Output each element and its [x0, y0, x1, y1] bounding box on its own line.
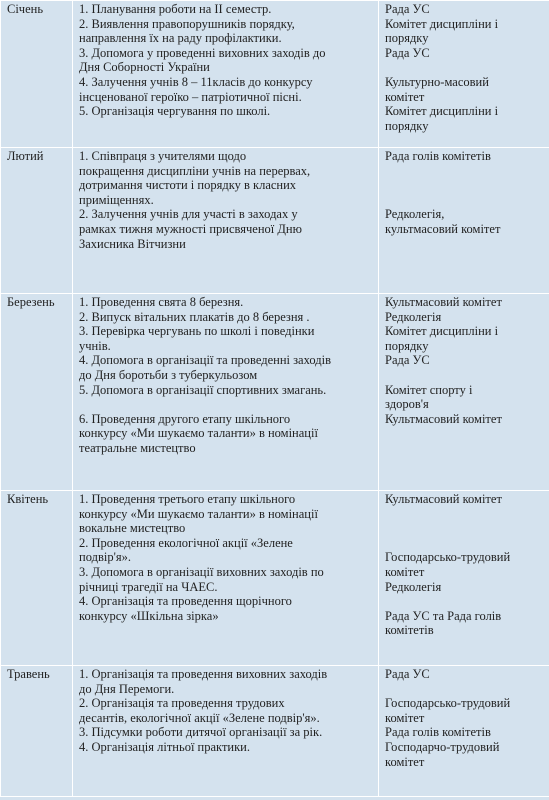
- activities-cell: [73, 148, 379, 294]
- responsible-line: Культурно-масовий: [385, 74, 489, 89]
- responsible-line: [385, 368, 543, 383]
- responsible-cell: [379, 294, 549, 491]
- responsible-line: Комітет дисципліни і: [385, 104, 499, 119]
- responsible-line: Рада УС: [385, 2, 430, 16]
- activity-line: до Дня боротьби з туберкульозом: [79, 367, 258, 382]
- responsible-line: порядку: [385, 31, 429, 46]
- activity-line: річниці трагедії на ЧАЕС.: [79, 579, 218, 594]
- activity-line: конкурсу «Ми шукаємо таланти» в номінації: [79, 426, 318, 441]
- activity-line: інсценованої героїко – патріотичної пісні.: [79, 89, 302, 104]
- responsible-line: Господарчо-трудовий: [385, 739, 500, 754]
- month-row: [1, 294, 549, 491]
- month-cell: Квітень: [1, 491, 73, 666]
- responsible-line: Рада голів комітетів: [385, 725, 491, 740]
- activity-line: 2. Виявлення правопорушників порядку,: [79, 16, 295, 31]
- month-row: [1, 666, 549, 797]
- activity-line: 2. Проведення екологічної акції «Зелене: [79, 535, 293, 550]
- activity-line: вокальне мистецтво: [79, 521, 186, 536]
- responsible-cell: [379, 666, 549, 797]
- activity-line: дотримання чистоти і порядку в класних: [79, 178, 297, 193]
- responsible-cell: [379, 491, 549, 666]
- responsible-line: порядку: [385, 338, 429, 353]
- month-row: [1, 1, 549, 148]
- responsible-line: Культмасовий комітет: [385, 411, 502, 426]
- activity-line: десантів, екологічної акції «Зелене подвір'я».: [79, 710, 320, 725]
- responsible-line: Культмасовий комітет: [385, 492, 502, 506]
- responsible-line: Редколегія,: [385, 207, 445, 222]
- activity-line: до Дня Перемоги.: [79, 681, 175, 696]
- responsible-line: [385, 521, 543, 536]
- activity-line: Захисника Вітчизни: [79, 236, 186, 251]
- responsible-line: Комітет дисципліни і: [385, 16, 499, 31]
- activities-cell: [73, 491, 379, 666]
- activity-line: приміщеннях.: [79, 192, 154, 207]
- responsible-line: здоров'я: [385, 397, 429, 412]
- activity-line: 5. Допомога в організації спортивних змагань.: [79, 382, 327, 397]
- activity-line: конкурсу «Ми шукаємо таланти» в номінації: [79, 506, 318, 521]
- activities-cell: [73, 294, 379, 491]
- activity-line: театральне мистецтво: [79, 440, 196, 455]
- responsible-line: Рада УС: [385, 667, 430, 681]
- responsible-line: Господарсько-трудовий: [385, 696, 511, 711]
- responsible-line: [385, 178, 543, 193]
- activity-line: 4. Залучення учнів 8 – 11класів до конкурсу: [79, 74, 313, 89]
- activity-line: 1. Проведення третього етапу шкільного: [79, 492, 296, 506]
- activity-line: 2. Випуск вітальних плакатів до 8 березня .: [79, 309, 310, 324]
- activity-line: 1. Проведення свята 8 березня.: [79, 295, 244, 309]
- activities-cell: [73, 1, 379, 148]
- month-row: [1, 148, 549, 294]
- activity-line: 4. Організація та проведення щорічного: [79, 594, 292, 609]
- activity-line: 3. Допомога в організації виховних заходів по: [79, 564, 324, 579]
- responsible-line: комітет: [385, 89, 425, 104]
- responsible-line: [385, 682, 543, 697]
- responsible-line: Комітет спорту і: [385, 382, 473, 397]
- activity-line: 4. Організація літньої практики.: [79, 739, 250, 754]
- responsible-line: Рада УС: [385, 353, 430, 368]
- month-cell: Лютий: [1, 148, 73, 294]
- month-row: [1, 491, 549, 666]
- activity-line: 3. Допомога у проведенні виховних заходів до: [79, 45, 326, 60]
- responsible-line: Культмасовий комітет: [385, 295, 502, 309]
- activity-line: 3. Підсумки роботи дитячої організації за рік.: [79, 725, 323, 740]
- activity-line: 1. Співпраця з учителями щодо: [79, 149, 247, 163]
- activities-cell: [73, 666, 379, 797]
- activity-line: подвір'я».: [79, 550, 131, 565]
- activity-line: 2. Залучення учнів для участі в заходах у: [79, 207, 298, 222]
- activity-line: 2. Організація та проведення трудових: [79, 696, 285, 711]
- responsible-line: Рада голів комітетів: [385, 149, 491, 163]
- activity-line: рамках тижня мужності присвяченої Дню: [79, 221, 302, 236]
- activity-line: покращення дисципліни учнів на перервах,: [79, 163, 311, 178]
- responsible-line: культмасовий комітет: [385, 221, 501, 236]
- activity-line: 3. Перевірка чергувань по школі і поведінки: [79, 324, 315, 339]
- activity-line: 4. Допомога в організації та проведенні заходів: [79, 353, 332, 368]
- activity-line: [79, 397, 372, 412]
- activity-line: учнів.: [79, 338, 111, 353]
- responsible-line: Редколегія: [385, 309, 442, 324]
- responsible-line: Рада УС: [385, 45, 430, 60]
- responsible-line: комітет: [385, 710, 425, 725]
- activity-line: направлення їх на раду профілактики.: [79, 31, 282, 46]
- responsible-line: комітет: [385, 564, 425, 579]
- responsible-line: [385, 60, 543, 75]
- month-cell: Березень: [1, 294, 73, 491]
- activity-line: Дня Соборності України: [79, 60, 210, 75]
- month-cell: Січень: [1, 1, 73, 148]
- responsible-line: Господарсько-трудовий: [385, 550, 511, 565]
- responsible-line: комітетів: [385, 623, 434, 638]
- responsible-line: Редколегія: [385, 579, 442, 594]
- responsible-line: [385, 164, 543, 179]
- plan-table-body: [1, 1, 549, 797]
- responsible-line: [385, 507, 543, 522]
- responsible-line: Комітет дисципліни і: [385, 324, 499, 339]
- activity-line: конкурсу «Шкільна зірка»: [79, 608, 219, 623]
- activity-line: 1. Планування роботи на ІІ семестр.: [79, 2, 272, 16]
- responsible-cell: [379, 148, 549, 294]
- responsible-cell: [379, 1, 549, 148]
- responsible-line: комітет: [385, 754, 425, 769]
- activity-line: 1. Організація та проведення виховних заходів: [79, 667, 328, 681]
- month-cell: Травень: [1, 666, 73, 797]
- responsible-line: [385, 536, 543, 551]
- responsible-line: Рада УС та Рада голів: [385, 608, 502, 623]
- responsible-line: [385, 193, 543, 208]
- responsible-line: [385, 594, 543, 609]
- responsible-line: порядку: [385, 118, 429, 133]
- activity-line: 6. Проведення другого етапу шкільного: [79, 411, 291, 426]
- activity-line: 5. Організація чергування по школі.: [79, 104, 271, 119]
